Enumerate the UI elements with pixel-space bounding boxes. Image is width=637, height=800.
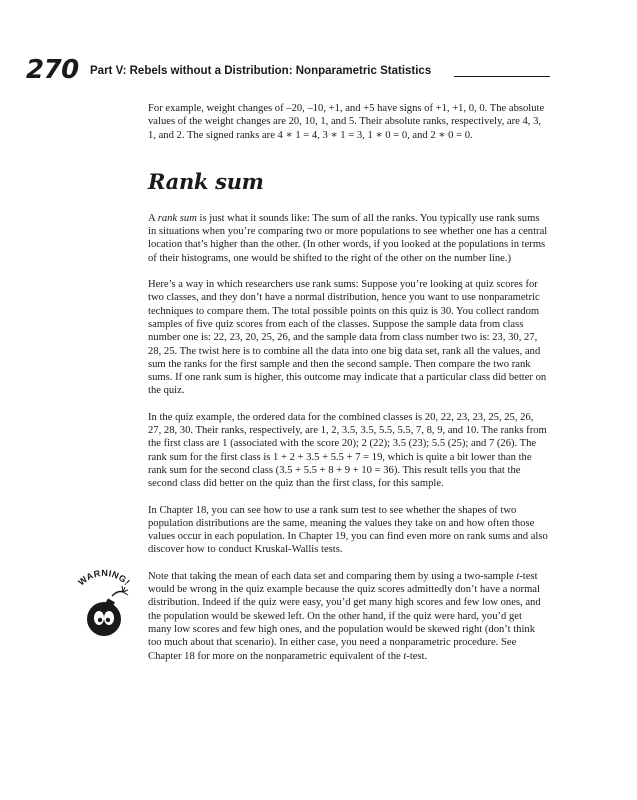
italic-t: t xyxy=(403,650,407,662)
italic-t: t xyxy=(516,570,520,582)
paragraph-ordered-data: In the quiz example, the ordered data for the combined classes is 20, 22, 23, 23, 25, 25, 26, 27, 28, 30. Their ranks, respectively, are 1, 2, 3.5, 3.5, 5.5, 5.5, 7, 8, 9, and 10. The ranks from the first class are 1 (associated with the score 20); 2 (22); 3.5 (23); 5.5 (25); and 7 (26). The rank sum for the first class is 1 + 2 + 3.5 + 5.5 + 7 = 19, which is quite a bit lower than the rank sum for the second class (3.5 + 5.5 + 8 + 9 + 10 = 36). This result tells you that the second class did better on the quiz than the first class, for this sample. xyxy=(148,411,547,490)
text-run: A xyxy=(148,212,158,224)
page-number: 270 xyxy=(26,55,79,85)
page-header xyxy=(26,56,556,84)
term-rank-sum: rank sum xyxy=(157,212,197,224)
paragraph-rank-sum-definition xyxy=(148,212,548,265)
svg-text:WARNING! xyxy=(76,568,132,588)
intro-paragraph: For example, weight changes of –20, –10, +1, and +5 have signs of +1, +1, 0, 0. The absolute values of the weight changes are 20, 10, 1, and 5. Their absolute ranks, respectively, are 4, 3, 1, and 2. The signed ranks are 4 ∗ 1 = 4, 3 ∗ 1 = 3, 1 ∗ 0 = 0, and 2 ∗ 0 = 0. xyxy=(148,103,545,141)
text-run: -test would be wrong in the quiz example because the quiz scores admittedly don’t have a normal distribution. Indeed if the quiz were easy, you’d get many high scores and few low ones, and the population would be skewed left. On the other hand, if the quiz were hard, you’d get many low scores and few high ones, and the population would be skewed right (don’t think too much about that scenario). In either case, you need a nonparametric procedure. See Chapter 18 for more on the nonparametric equivalent of the xyxy=(148,570,541,662)
running-head: Part V: Rebels without a Distribution: Nonparametric Statistics xyxy=(90,65,432,77)
text-run: is just what it sounds like: The sum of all the ranks. You typically use rank sums in situations when you’re comparing two or more populations to see whether one has a central location that’s higher than the other. (In other words, if you looked at the populations in terms of their histograms, one would be shifted to the right of the other on the number line.) xyxy=(148,212,548,264)
paragraph-chapter-references: In Chapter 18, you can see how to use a rank sum test to see whether the shapes of two population distributions are the same, meaning the values they take on and how often those values occur in each population. In Chapter 19, you can find even more on rank sums and also discover how to conduct Kruskal-Wallis tests. xyxy=(148,504,548,556)
paragraph-quiz-example: Here’s a way in which researchers use rank sums: Suppose you’re looking at quiz scores for two classes, and they don’t have a normal distribution, hence you want to use nonparametric techniques to compare them. The total possible points on this quiz is 30. You collect random samples of five quiz scores from each of the classes. Suppose the sample data from class number one is: 22, 23, 20, 25, 26, and the sample data from class number two is: 23, 30, 27, 28, 25. The twist here is to combine all the data into one big data set, rank all the values, and sum the ranks for the first sample and then the second sample. Then compare the two rank sums. If one rank sum is higher, this outcome may indicate that a particular class did better on the quiz. xyxy=(148,279,547,397)
text-run: Note that taking the mean of each data set and comparing them by using a two-sample xyxy=(148,570,517,582)
page-content xyxy=(76,102,548,676)
warning-bomb-icon xyxy=(68,566,140,646)
warning-icon-label: WARNING! xyxy=(76,567,133,588)
warning-paragraph xyxy=(76,567,548,663)
section-title: Rank sum xyxy=(148,168,264,194)
header-rule xyxy=(454,76,550,77)
text-run: -test. xyxy=(406,650,428,662)
